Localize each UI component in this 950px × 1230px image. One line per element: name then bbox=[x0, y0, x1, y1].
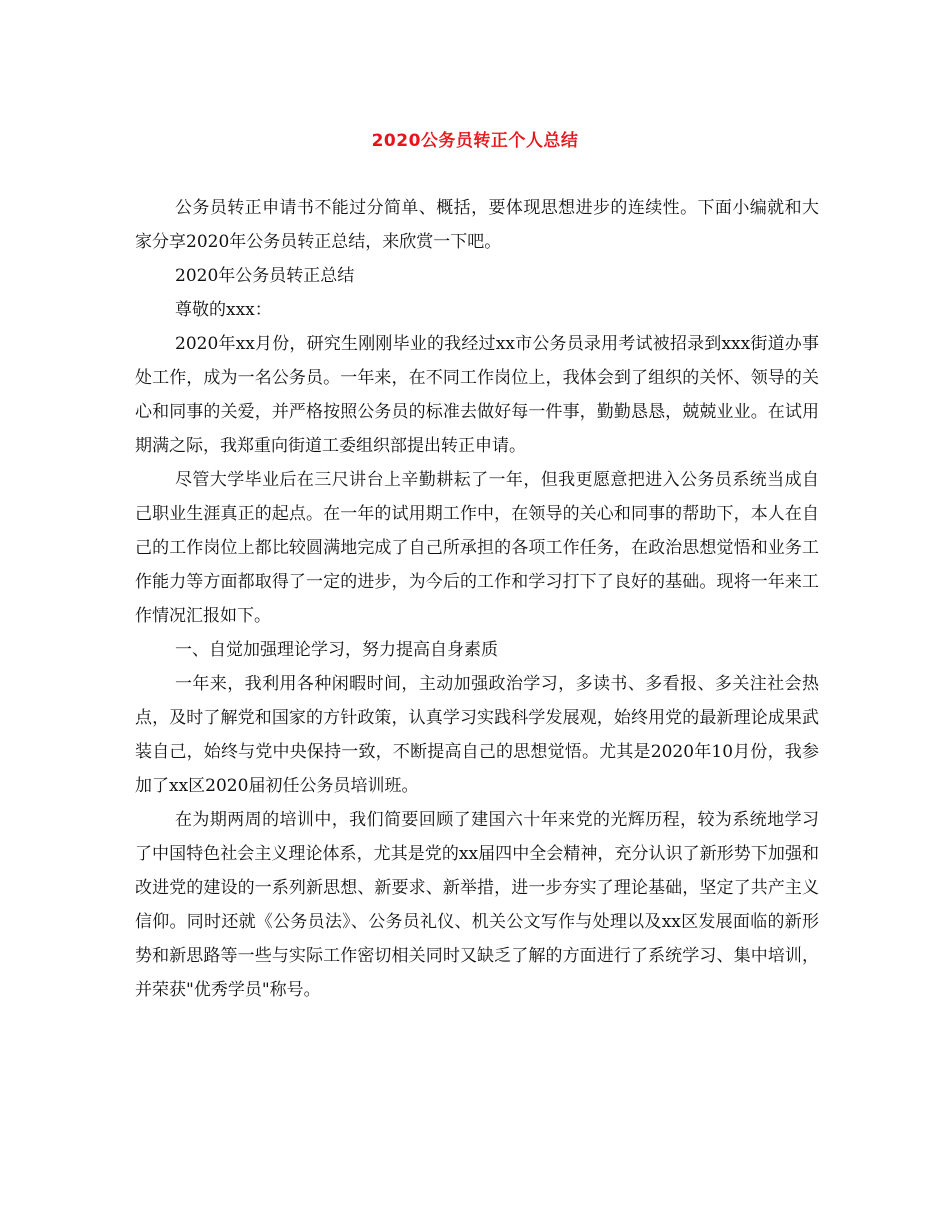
paragraph-body: 2020年xx月份，研究生刚刚毕业的我经过xx市公务员录用考试被招录到xxx街道办事处工作，成为一名公务员。一年来，在不同工作岗位上，我体会到了组织的关怀、领导的关心和同事的关爱，并严格按照公务员的标准去做好每一件事，勤勤恳恳，兢兢业业。在试用期满之际，我郑重向街道工委组织部提出转正申请。 bbox=[135, 334, 819, 456]
section-heading: 一、自觉加强理论学习，努力提高自身素质 bbox=[175, 640, 498, 660]
paragraph-subtitle: 2020年公务员转正总结 bbox=[175, 266, 355, 286]
paragraph-body: 一年来，我利用各种闲暇时间，主动加强政治学习，多读书、多看报、多关注社会热点，及时了解党和国家的方针政策，认真学习实践科学发展观，始终用党的最新理论成果武装自己，始终与党中央保持一致，不断提高自己的思想觉悟。尤其是2020年10月份，我参加了xx区2020届初任公务员培训班。 bbox=[135, 674, 819, 796]
document-title: 2020公务员转正个人总结 bbox=[371, 131, 579, 151]
document-body bbox=[135, 191, 819, 1007]
paragraph-body: 在为期两周的培训中，我们简要回顾了建国六十年来党的光辉历程，较为系统地学习了中国特色社会主义理论体系，尤其是党的xx届四中全会精神，充分认识了新形势下加强和改进党的建设的一系列新思想、新要求、新举措，进一步夯实了理论基础，坚定了共产主义信仰。同时还就《公务员法》、公务员礼仪、机关公文写作与处理以及xx区发展面临的新形势和新思路等一些与实际工作密切相关同时又缺乏了解的方面进行了系统学习、集中培训，并荣获"优秀学员"称号。 bbox=[135, 810, 819, 1000]
paragraph-intro: 公务员转正申请书不能过分简单、概括，要体现思想进步的连续性。下面小编就和大家分享2020年公务员转正总结，来欣赏一下吧。 bbox=[135, 198, 819, 252]
paragraph-salutation: 尊敬的xxx： bbox=[175, 300, 272, 320]
paragraph-body: 尽管大学毕业后在三尺讲台上辛勤耕耘了一年，但我更愿意把进入公务员系统当成自己职业生涯真正的起点。在一年的试用期工作中，在领导的关心和同事的帮助下，本人在自己的工作岗位上都比较圆满地完成了自己所承担的各项工作任务，在政治思想觉悟和业务工作能力等方面都取得了一定的进步，为今后的工作和学习打下了良好的基础。现将一年来工作情况汇报如下。 bbox=[135, 470, 819, 626]
